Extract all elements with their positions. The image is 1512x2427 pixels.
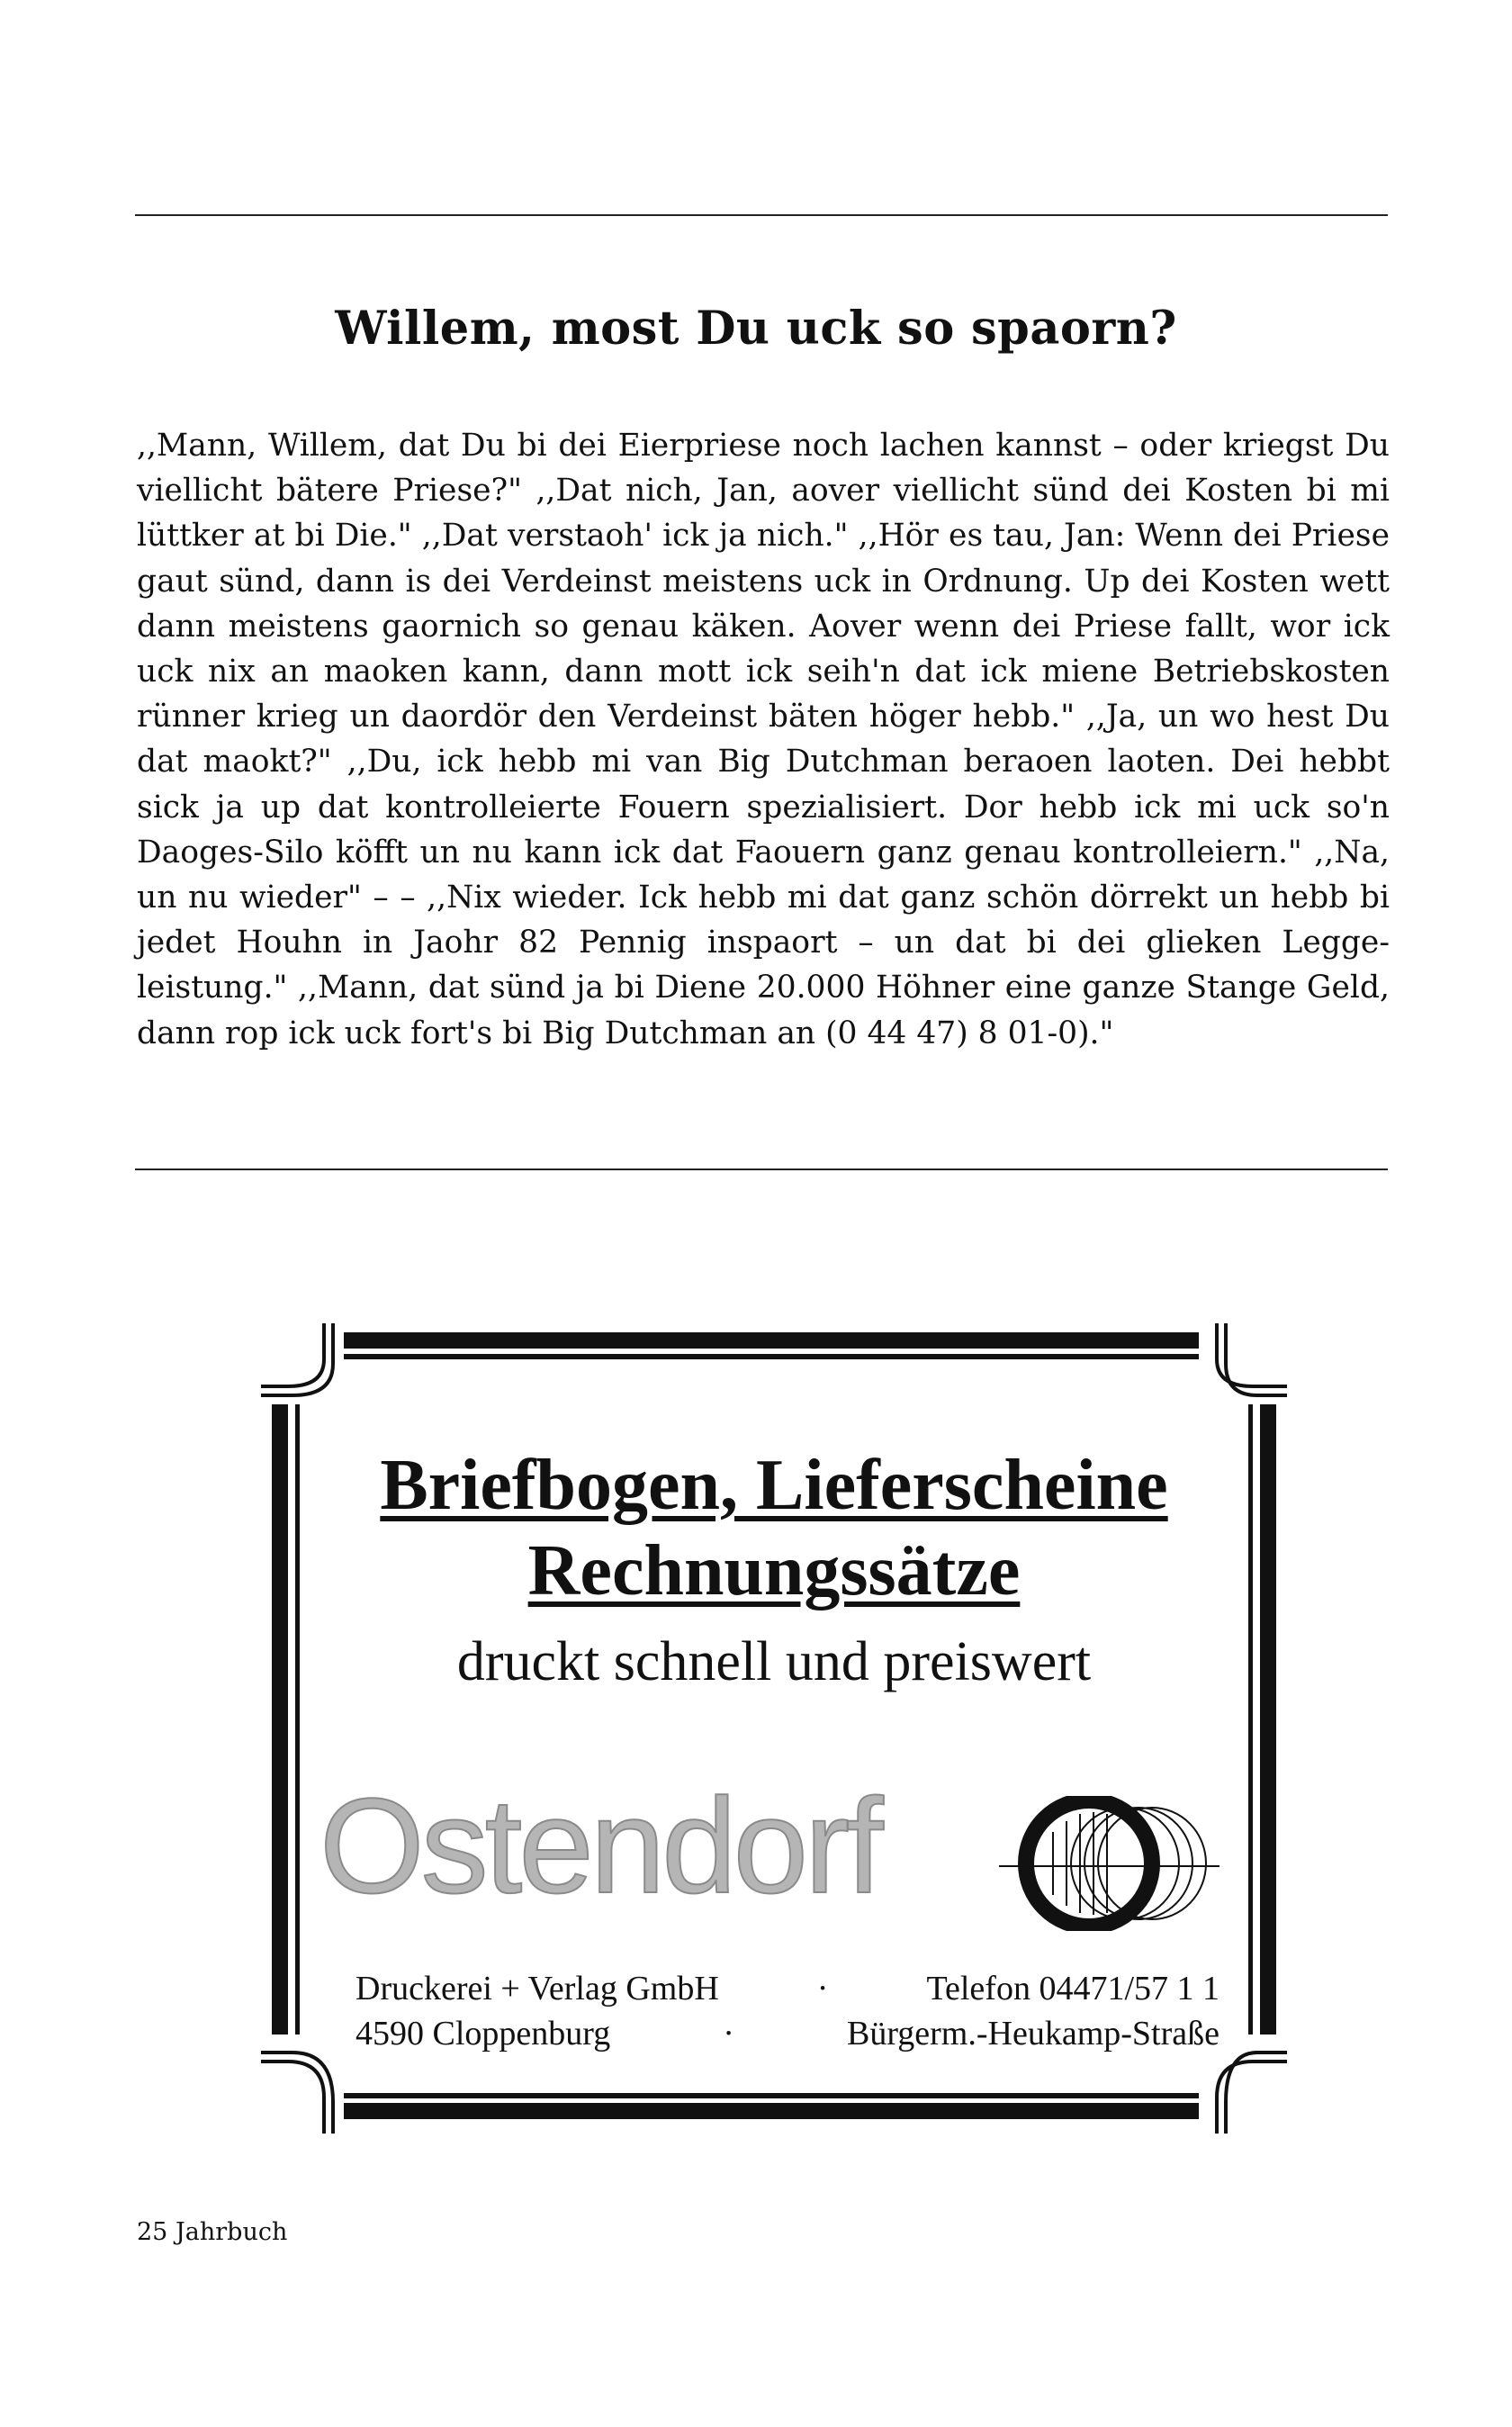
ad-subline: druckt schnell und preiswert bbox=[456, 1631, 1092, 1692]
top-rule bbox=[135, 214, 1388, 216]
article-title: Willem, most Du uck so spaorn? bbox=[335, 302, 1177, 356]
ad-headline-2: Rechnungssätze bbox=[527, 1531, 1021, 1610]
separator-dot: · bbox=[816, 1970, 829, 2007]
company-name: Druckerei + Verlag GmbH bbox=[356, 1970, 719, 2007]
city: 4590 Cloppenburg bbox=[356, 2015, 611, 2053]
brand-logo-icon bbox=[999, 1796, 1220, 1931]
street: Bürgerm.-Heukamp-Straße bbox=[846, 2015, 1220, 2053]
advertisement bbox=[261, 1323, 1287, 2134]
ad-frame bbox=[261, 1323, 1287, 2134]
phone-number: Telefon 04471/57 1 1 bbox=[926, 1970, 1220, 2007]
brand-wordmark: Ostendorf bbox=[320, 1770, 880, 1921]
ad-headline-1: Briefbogen, Lieferscheine bbox=[380, 1446, 1168, 1525]
separator-dot: · bbox=[723, 2015, 734, 2053]
bottom-rule bbox=[135, 1168, 1388, 1170]
ad-contact-line-1 bbox=[356, 1971, 1220, 2006]
page-footer: 25 Jahrbuch bbox=[137, 2218, 288, 2246]
ad-contact-line-2 bbox=[356, 2016, 1220, 2051]
article-body: ,,Mann, Willem, dat Du bi dei Eierpriese noch lachen kannst – oder kriegst Du viellicht bätere Priese?" ,,Dat nich, Jan, aover viellicht sünd dei Kosten bi mi lüttker at bi Die." ,,Dat verstaoh' ick ja nich." ,,Hör es tau, Jan: Wenn dei Priese gaut sünd, dann is dei Verdeinst meistens uck in Ordnung. Up dei Kosten wett dann meistens gaornich so genau käken. Aover wenn dei Priese fallt, wor ick uck nix an maoken kann, dann mott ick seih'n dat ick miene Betriebskosten rünner krieg un daordör den Verdeinst bäten höger hebb." ,,Ja, un wo hest Du dat maokt?" ,,Du, ick hebb mi van Big Dutchman beraoen laoten. Dei hebbt sick ja up dat kontrolleierte Fouern spezialisiert. Dor hebb ick mi uck so'n Daoges-Silo köfft un nu kann ick dat Faouern ganz genau kontrolleiern." ,,Na, un nu wieder" – – ,,Nix wieder. Ick hebb mi dat ganz schön dörrekt un hebb bi jedet Houhn in Jaohr 82 Pennig inspaort – un dat bi dei glieken Legge-leistung." ,,Mann, dat sünd ja bi Diene 20.000 Höhner eine ganze Stange Geld, dann rop ick uck fort's bi Big Dutchman an (0 44 47) 8 01-0)." bbox=[137, 428, 1390, 1051]
